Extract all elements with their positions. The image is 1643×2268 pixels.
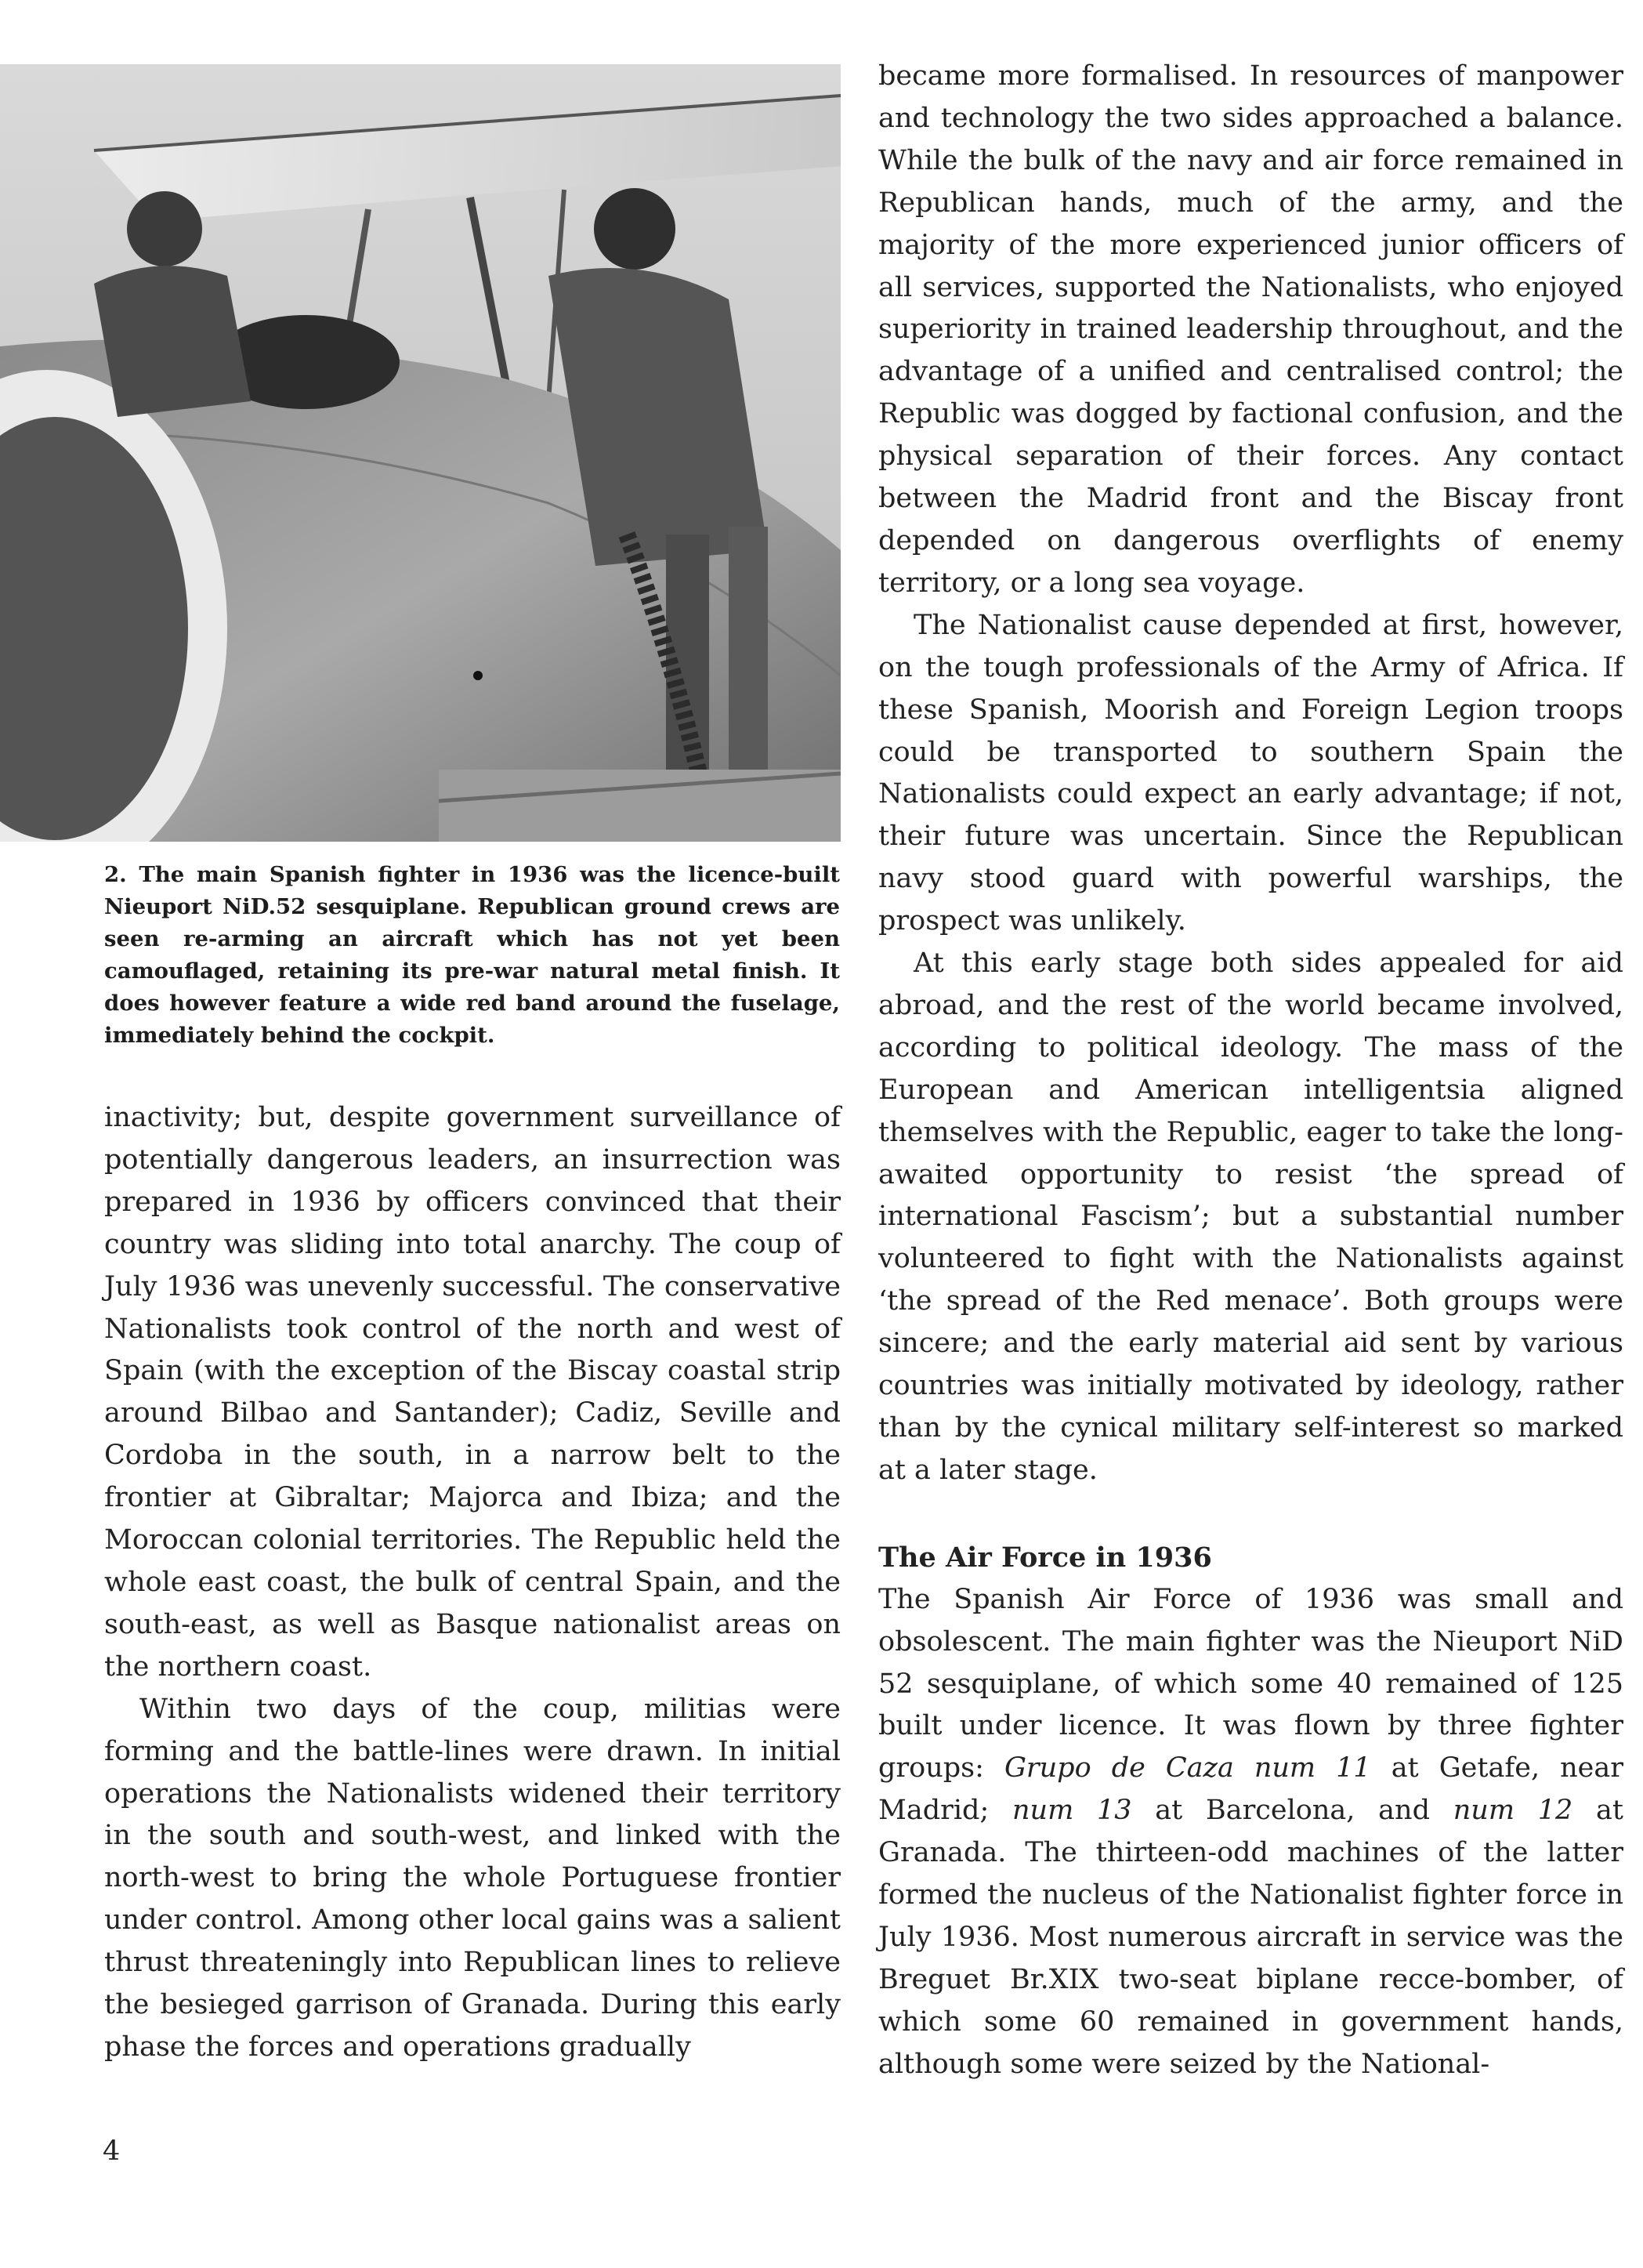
p4-italic-unit-1: Grupo de Caza num 11 <box>1004 1752 1371 1784</box>
section-heading: The Air Force in 1936 <box>878 1541 1212 1574</box>
photo-caption: 2. The main Spanish fighter in 1936 was the licence-built Nieuport NiD.52 sesquiplane. Republican ground crews are seen re-arming an aircraft which has not yet been camouflaged, retaining its pre-war natural metal finish. It does however feature a wide red band around the fuselage, immediately behind the cockpit. <box>104 862 840 1048</box>
left-column <box>104 0 841 2069</box>
right-column <box>878 0 1623 2086</box>
p4-italic-unit-2: num 13 <box>1011 1795 1132 1827</box>
right-paragraph-1: became more formalised. In resources of manpower and technology the two sides approached a balance. While the bulk of the navy and air force remained in Republican hands, much of the army, and the majority of the more experienced junior officers of all services, supported the Nationalists, who enjoyed superiority in trained leadership throughout, and the advantage of a unified and centralised control; the Republic was dogged by factional confusion, and the physical separation of their forces. Any contact between the Madrid front and the Biscay front depended on dangerous overflights of enemy territory, or a long sea voyage. <box>878 60 1623 599</box>
p4-text-4: at Granada. The thirteen-odd machines of the latter formed the nucleus of the Nationalist fighter force in July 1936. Most numerous aircraft in service was the Breguet Br.XIX two-seat biplane recce-bomber, of which some 60 remained in government hands, although some were seized by the National- <box>878 1795 1623 2080</box>
right-paragraph-2: The Nationalist cause depended at first, however, on the tough professionals of the Army of Africa. If these Spanish, Moorish and Foreign Legion troops could be transported to southern Spain the Nationalists could expect an early advantage; if not, their future was uncertain. Since the Republican navy stood guard with powerful warships, the prospect was unlikely. <box>878 609 1623 937</box>
right-paragraph-3: At this early stage both sides appealed for aid abroad, and the rest of the world became involved, according to political ideology. The mass of the European and American intelligentsia aligned themselves with the Republic, eager to take the long-awaited opportunity to resist ‘the spread of international Fascism’; but a substantial number volunteered to fight with the Nationalists against ‘the spread of the Red menace’. Both groups were sincere; and the early material aid sent by various countries was initially motivated by ideology, rather than by the cynical military self-interest so marked at a later stage. <box>878 947 1623 1486</box>
p4-text-2: at Getafe, near Madrid; <box>878 1752 1623 1827</box>
p4-italic-unit-3: num 12 <box>1453 1795 1573 1827</box>
left-paragraph-2: Within two days of the coup, militias were forming and the battle-lines were drawn. In initial operations the Nationalists widened their territory in the south and south-west, and linked with the north-west to bring the whole Portuguese frontier under control. Among other local gains was a salient thrust threateningly into Republican lines to relieve the besieged garrison of Granada. During this early phase the forces and operations gradually <box>104 1693 841 2063</box>
right-paragraph-4 <box>878 1579 1623 2086</box>
p4-text-1: The Spanish Air Force of 1936 was small and obsolescent. The main fighter was the Nieuport NiD 52 sesquiplane, of which some 40 remained of 125 built under licence. It was flown by three fighter groups: <box>878 1583 1623 1784</box>
page-number: 4 <box>103 2136 121 2167</box>
p4-text-3: at Barcelona, and <box>1131 1795 1453 1827</box>
left-paragraph-1: inactivity; but, despite government surveillance of potentially dangerous leaders, an insurrection was prepared in 1936 by officers convinced that their country was sliding into total anarchy. The coup of July 1936 was unevenly successful. The conservative Nationalists took control of the north and west of Spain (with the exception of the Biscay coastal strip around Bilbao and Santander); Cadiz, Seville and Cordoba in the south, in a narrow belt to the frontier at Gibraltar; Majorca and Ibiza; and the Moroccan colonial territories. The Republic held the whole east coast, the bulk of central Spain, and the south-east, as well as Basque nationalist areas on the northern coast. <box>104 1102 841 1683</box>
